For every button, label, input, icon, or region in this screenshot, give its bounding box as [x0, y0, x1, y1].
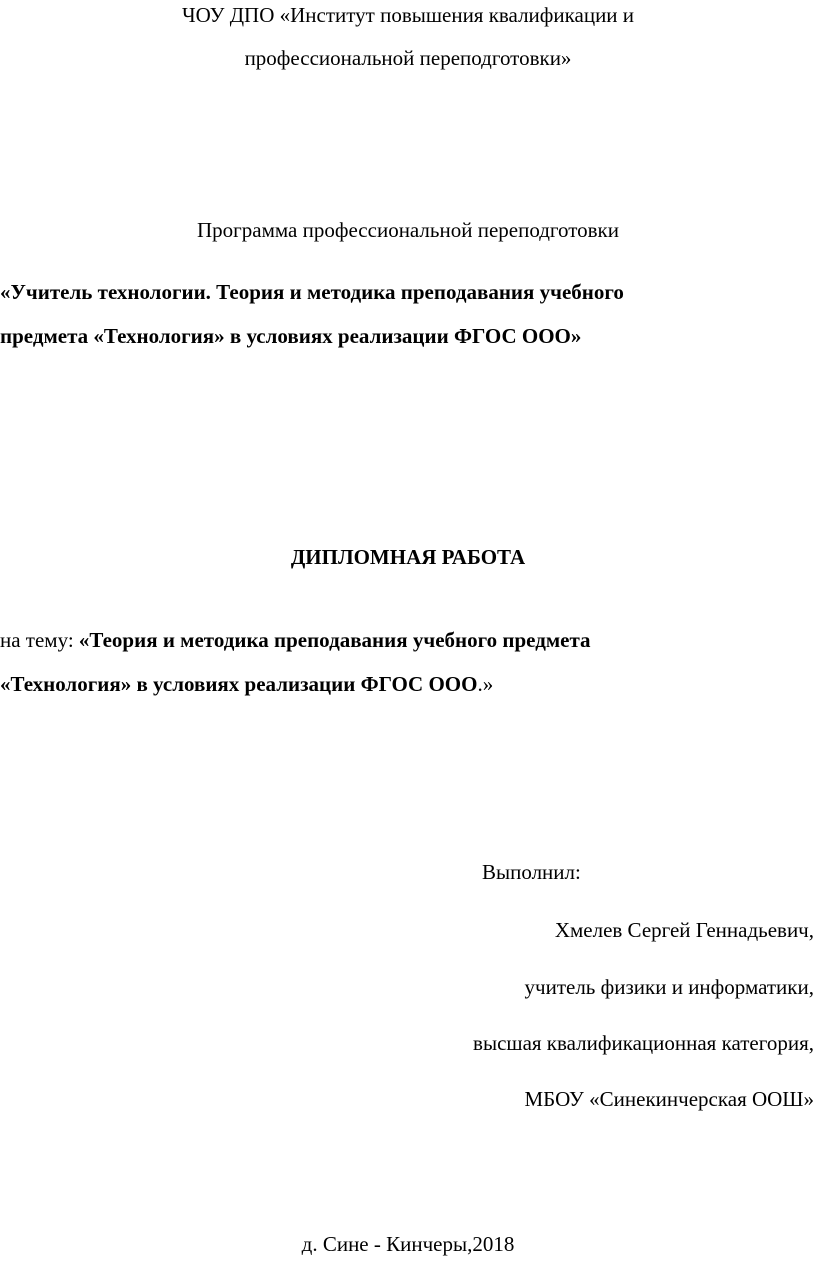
work-topic-title-part-1: «Теория и методика преподавания учебного предмета	[78, 628, 591, 652]
author-school: МБОУ «Синекинчерская ООШ»	[524, 1087, 814, 1111]
place-year: д. Сине - Кинчеры,2018	[301, 1232, 515, 1256]
author-position: учитель физики и информатики,	[524, 975, 814, 999]
program-label: Программа профессиональной переподготовки	[197, 218, 619, 242]
institution-line-2: профессиональной переподготовки»	[244, 46, 572, 70]
program-title-line-2: предмета «Технология» в условиях реализации ФГОС ООО»	[0, 324, 582, 348]
work-topic-title-part-2: «Технология» в условиях реализации ФГОС ООО	[0, 672, 478, 696]
author-category: высшая квалификационная категория,	[473, 1031, 814, 1055]
author-name: Хмелев Сергей Геннадьевич,	[554, 918, 814, 942]
program-title-line-1: «Учитель технологии. Теория и методика преподавания учебного	[0, 280, 624, 304]
work-heading: ДИПЛОМНАЯ РАБОТА	[290, 545, 526, 569]
author-label: Выполнил:	[482, 860, 581, 884]
work-topic-line-1	[0, 628, 591, 652]
work-topic-line-2	[0, 672, 493, 696]
work-topic-title-end: .»	[477, 672, 494, 696]
work-topic-prefix: на тему:	[0, 628, 79, 652]
institution-line-1: ЧОУ ДПО «Институт повышения квалификации и	[181, 3, 635, 27]
